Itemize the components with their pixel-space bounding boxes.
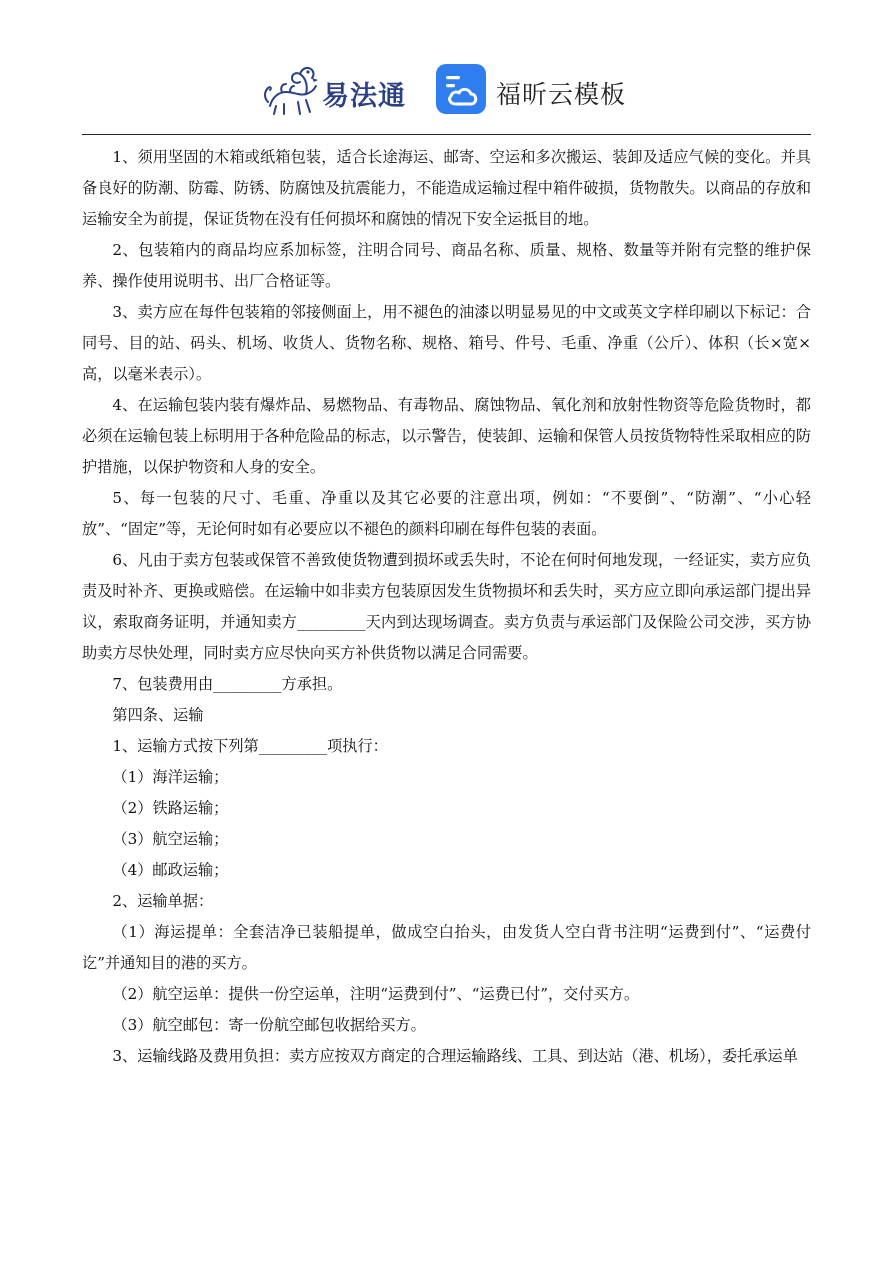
- yifatong-logo: [262, 62, 422, 118]
- qilin-icon: [262, 62, 324, 118]
- foxit-cloud-template-logo-text: 福昕云模板: [496, 80, 627, 109]
- list-item: （4）邮政运输；: [112, 861, 229, 879]
- paragraph: 5、每一包装的尺寸、毛重、净重以及其它必要的注意出项，例如：“不要倒”、“防潮”、“小心轻放”、“固定”等，无论何时如有必要应以不褪色的颜料印刷在每件包装的表面。: [82, 489, 811, 538]
- foxit-cloud-icon: [436, 64, 486, 114]
- header-divider: [82, 134, 811, 135]
- page-header: [0, 60, 893, 122]
- paragraph: 6、凡由于卖方包装或保管不善致使货物遭到损坏或丢失时，不论在何时何地发现，一经证实，卖方应负责及时补齐、更换或赔偿。在运输中如非卖方包装原因发生货物损坏和丢失时，买方应立即向承运部门提出异议，索取商务证明，并通知卖方_________天内到达现场调查。卖方负责与承运部门及保险公司交涉，买方协助卖方尽快处理，同时卖方应尽快向买方补供货物以满足合同需要。: [82, 551, 811, 662]
- list-item: （1）海洋运输；: [112, 768, 229, 786]
- section-heading: 第四条、运输: [112, 706, 204, 724]
- list-item: （2）航空运单：提供一份空运单，注明“运费到付”、“运费已付”，交付买方。: [112, 985, 640, 1003]
- list-item: （3）航空邮包：寄一份航空邮包收据给买方。: [112, 1016, 426, 1034]
- paragraph: 2、包装箱内的商品均应系加标签，注明合同号、商品名称、质量、规格、数量等并附有完整的维护保养、操作使用说明书、出厂合格证等。: [82, 241, 811, 290]
- document-body: [82, 142, 811, 1072]
- paragraph: 1、须用坚固的木箱或纸箱包装，适合长途海运、邮寄、空运和多次搬运、装卸及适应气候的变化。并具备良好的防潮、防霉、防锈、防腐蚀及抗震能力，不能造成运输过程中箱件破损，货物散失。以商品的存放和运输安全为前提，保证货物在没有任何损坏和腐蚀的情况下安全运抵目的地。: [82, 148, 811, 228]
- foxit-cloud-template-logo: [436, 64, 646, 118]
- list-item: （2）铁路运输；: [112, 799, 229, 817]
- paragraph: 4、在运输包装内装有爆炸品、易燃物品、有毒物品、腐蚀物品、氧化剂和放射性物资等危险货物时，都必须在运输包装上标明用于各种危险品的标志，以示警告，使装卸、运输和保管人员按货物特性采取相应的防护措施，以保护物资和人身的安全。: [82, 396, 811, 476]
- yifatong-logo-text: 易法通: [322, 81, 406, 112]
- list-item: （3）航空运输；: [112, 830, 229, 848]
- list-item: （1）海运提单：全套洁净已装船提单，做成空白抬头，由发货人空白背书注明“运费到付”、“运费付讫”并通知目的港的买方。: [82, 923, 811, 972]
- paragraph: 1、运输方式按下列第_________项执行：: [112, 737, 388, 755]
- paragraph: 3、运输线路及费用负担：卖方应按双方商定的合理运输路线、工具、到达站（港、机场），委托承运单: [112, 1047, 798, 1065]
- paragraph: 7、包装费用由_________方承担。: [112, 675, 343, 693]
- paragraph: 3、卖方应在每件包装箱的邻接侧面上，用不褪色的油漆以明显易见的中文或英文字样印刷以下标记：合同号、目的站、码头、机场、收货人、货物名称、规格、箱号、件号、毛重、净重（公斤）、体积（长×宽×高，以毫米表示）。: [82, 303, 811, 383]
- paragraph: 2、运输单据：: [112, 892, 214, 910]
